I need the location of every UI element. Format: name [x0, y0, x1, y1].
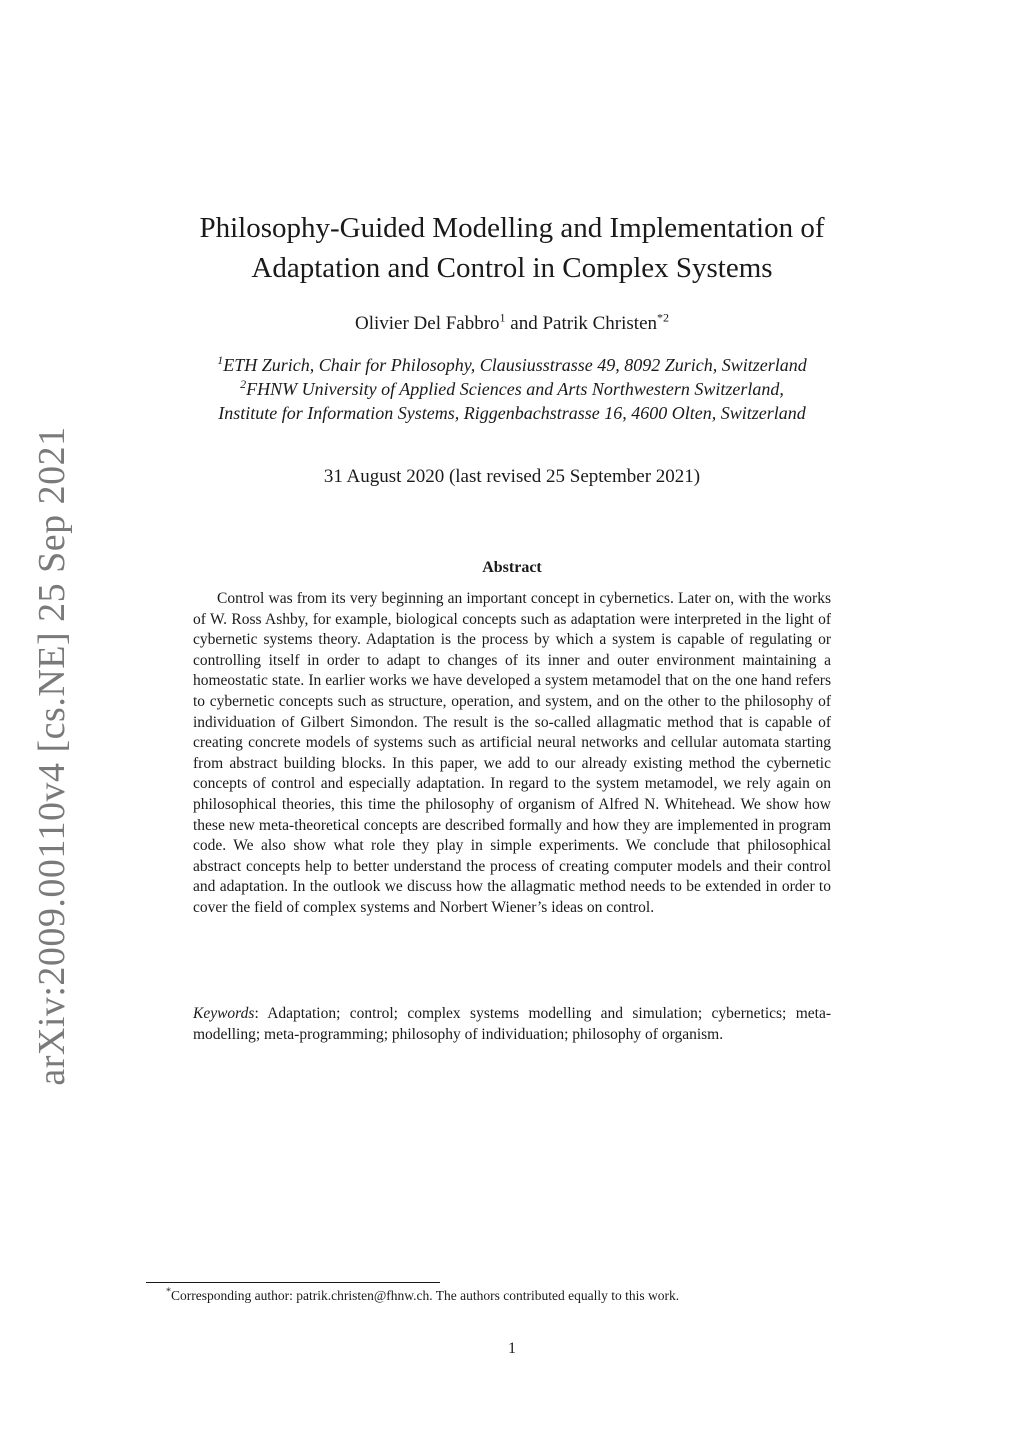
affiliation-list	[120, 353, 904, 425]
author-name: Olivier Del Fabbro	[354, 313, 500, 334]
keywords-label: Keywords	[193, 1005, 255, 1022]
affiliation-text: FHNW University of Applied Sciences and Arts Northwestern Switzerland,	[246, 379, 784, 399]
abstract-heading: Abstract	[482, 559, 542, 576]
keywords-separator: :	[254, 1005, 268, 1022]
footnote-text: Corresponding author: patrik.christen@fhnw.ch. The authors contributed equally to this work.	[171, 1288, 680, 1303]
affiliation-mark: *2	[657, 310, 670, 325]
footnote-rule	[146, 1282, 440, 1283]
paper-title	[150, 208, 874, 288]
footnote	[166, 1287, 866, 1305]
title-line-1: Philosophy-Guided Modelling and Implementation of	[199, 212, 825, 244]
affiliation-mark: 1	[499, 310, 506, 325]
footnote-mark: *	[166, 1286, 171, 1298]
affiliation-mark: 1	[217, 353, 224, 367]
affiliation-1	[120, 353, 904, 377]
keywords-text: Adaptation; control; complex systems modelling and simulation; cybernetics; meta-modelling; meta-programming; philosophy of individuation; philosophy of organism.	[193, 1005, 831, 1043]
paper-date: 31 August 2020 (last revised 25 September 2021)	[323, 466, 701, 487]
arxiv-identifier: arXiv:2009.00110v4 [cs.NE] 25 Sep 2021	[31, 426, 73, 1086]
author-list	[150, 311, 874, 337]
title-line-2: Adaptation and Control in Complex Systems	[251, 252, 773, 284]
keywords	[193, 1004, 831, 1045]
affiliation-mark: 2	[240, 377, 247, 391]
affiliation-2-continued: Institute for Information Systems, Riggenbachstrasse 16, 4600 Olten, Switzerland	[218, 403, 806, 423]
page-number: 1	[508, 1340, 516, 1357]
affiliation-text: ETH Zurich, Chair for Philosophy, Clausiusstrasse 49, 8092 Zurich, Switzerland	[223, 355, 807, 375]
affiliation-2	[120, 377, 904, 401]
author-conjunction: and	[505, 313, 543, 334]
abstract-body: Control was from its very beginning an important concept in cybernetics. Later on, with the works of W. Ross Ashby, for example, biological concepts such as adaptation were interpreted in the light of cybernetic systems theory. Adaptation is the process by which a system is capable of regulating or controlling itself in order to adapt to changes of its inner and outer environment maintaining a homeostatic state. In earlier works we have developed a system metamodel that on the one hand refers to cybernetic concepts such as structure, operation, and system, and on the other to the philosophy of individuation of Gilbert Simondon. The result is the so-called allagmatic method that is capable of creating concrete models of systems such as artificial neural networks and cellular automata starting from abstract building blocks. In this paper, we add to our already existing method the cybernetic concepts of control and especially adaptation. In regard to the system metamodel, we rely again on philosophical theories, this time the philosophy of organism of Alfred N. Whitehead. We show how these new meta-theoretical concepts are described formally and how they are implemented in program code. We also show what role they play in simple experiments. We conclude that philosophical abstract concepts help to better understand the process of creating computer models and their control and adaptation. In the outlook we discuss how the allagmatic method needs to be extended in order to cover the field of complex systems and Norbert Wiener’s ideas on control.	[193, 590, 831, 916]
author-name: Patrik Christen	[542, 313, 658, 334]
